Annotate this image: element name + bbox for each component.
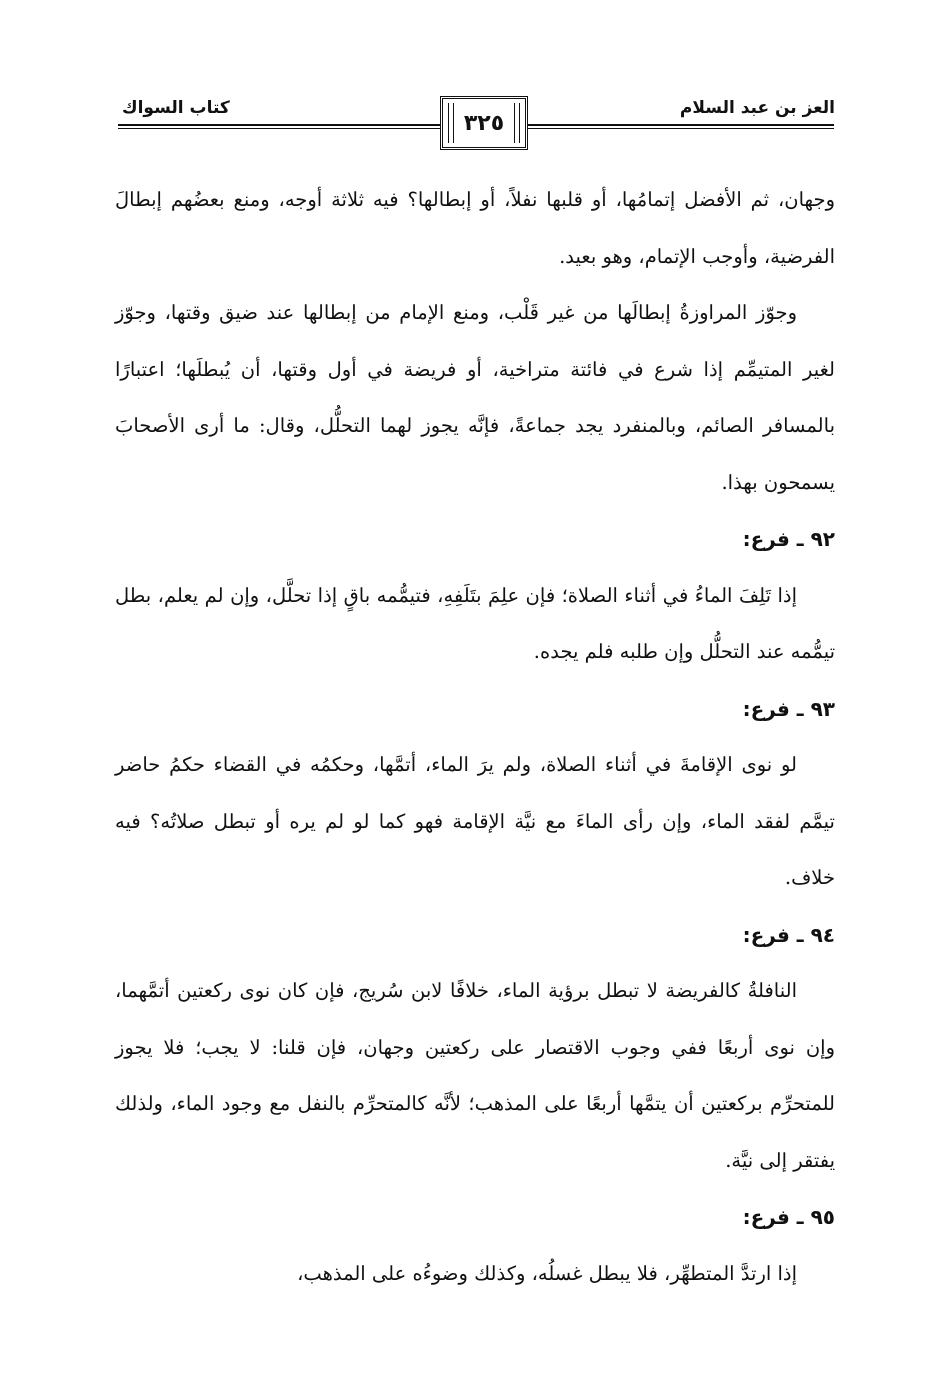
paragraph-3: إذا تَلِفَ الماءُ في أثناء الصلاة؛ فإن علِمَ بتَلَفِهِ، فتيمُّمه باقٍ إذا تحلَّل، وإن لم يعلم، بطل تيمُّمه عند التحلُّل وإن طلبه فلم يجده. xyxy=(115,583,835,663)
section-heading-92: ٩٢ ـ فرع: xyxy=(742,527,835,551)
paragraph-1: وجهان، ثم الأفضل إتمامُها، أو قلبها نفلاً، أو إبطالها؟ فيه ثلاثة أوجه، ومنع بعضُهم إبطالَ الفرضية، وأوجب الإتمام، وهو بعيد. xyxy=(115,188,835,268)
paragraph-2: وجوّز المراوزةُ إبطالَها من غير قَلْب، ومنع الإمام من إبطالها عند ضيق وقتها، وجوّز لغير المتيمِّم إذا شرع في فائتة متراخية، أو فريضة في أول وقتها، أن يُبطلَها؛ اعتبارًا بالمسافر الصائم، وبالمنفرد يجد جماعةً، فإنَّه يجوز لهما التحلُّل، وقال: ما أرى الأصحابَ يسمحون بهذا. xyxy=(115,301,835,494)
page-body xyxy=(115,172,835,1302)
book-running-head: كتاب السواك xyxy=(122,98,230,118)
page-number: ٣٢٥ xyxy=(463,110,505,136)
paragraph-5: النافلةُ كالفريضة لا تبطل برؤية الماء، خلافًا لابن سُريج، فإن كان نوى ركعتين أتمَّهما، وإن نوى أربعًا ففي وجوب الاقتصار على ركعتين وجهان، فإن قلنا: لا يجب؛ فلا يجوز للمتحرِّم بركعتين أن يتمَّها أربعًا على المذهب؛ لأنَّه كالمتحرِّم بالنفل مع وجود الماء، ولذلك يفتقر إلى نيَّة. xyxy=(115,979,835,1172)
author-running-head: العز بن عبد السلام xyxy=(679,98,835,118)
paragraph-6: إذا ارتدَّ المتطهِّر، فلا يبطل غسلُه، وكذلك وضوءُه على المذهب، xyxy=(297,1261,797,1285)
section-heading-93: ٩٣ ـ فرع: xyxy=(742,696,835,721)
paragraph-4: لو نوى الإقامةَ في أثناء الصلاة، ولم يرَ الماء، أتمَّها، وحكمُه في القضاء حكمُ حاضر تيمَّم لفقد الماء، وإن رأى الماءَ مع نيَّة الإقامة فهو كما لو لم يره أو تبطل صلاتُه؟ فيه خلاف. xyxy=(115,753,835,889)
section-heading-95: ٩٥ ـ فرع: xyxy=(742,1205,835,1229)
section-heading-94: ٩٤ ـ فرع: xyxy=(742,922,835,947)
page-number-frame xyxy=(440,96,528,150)
